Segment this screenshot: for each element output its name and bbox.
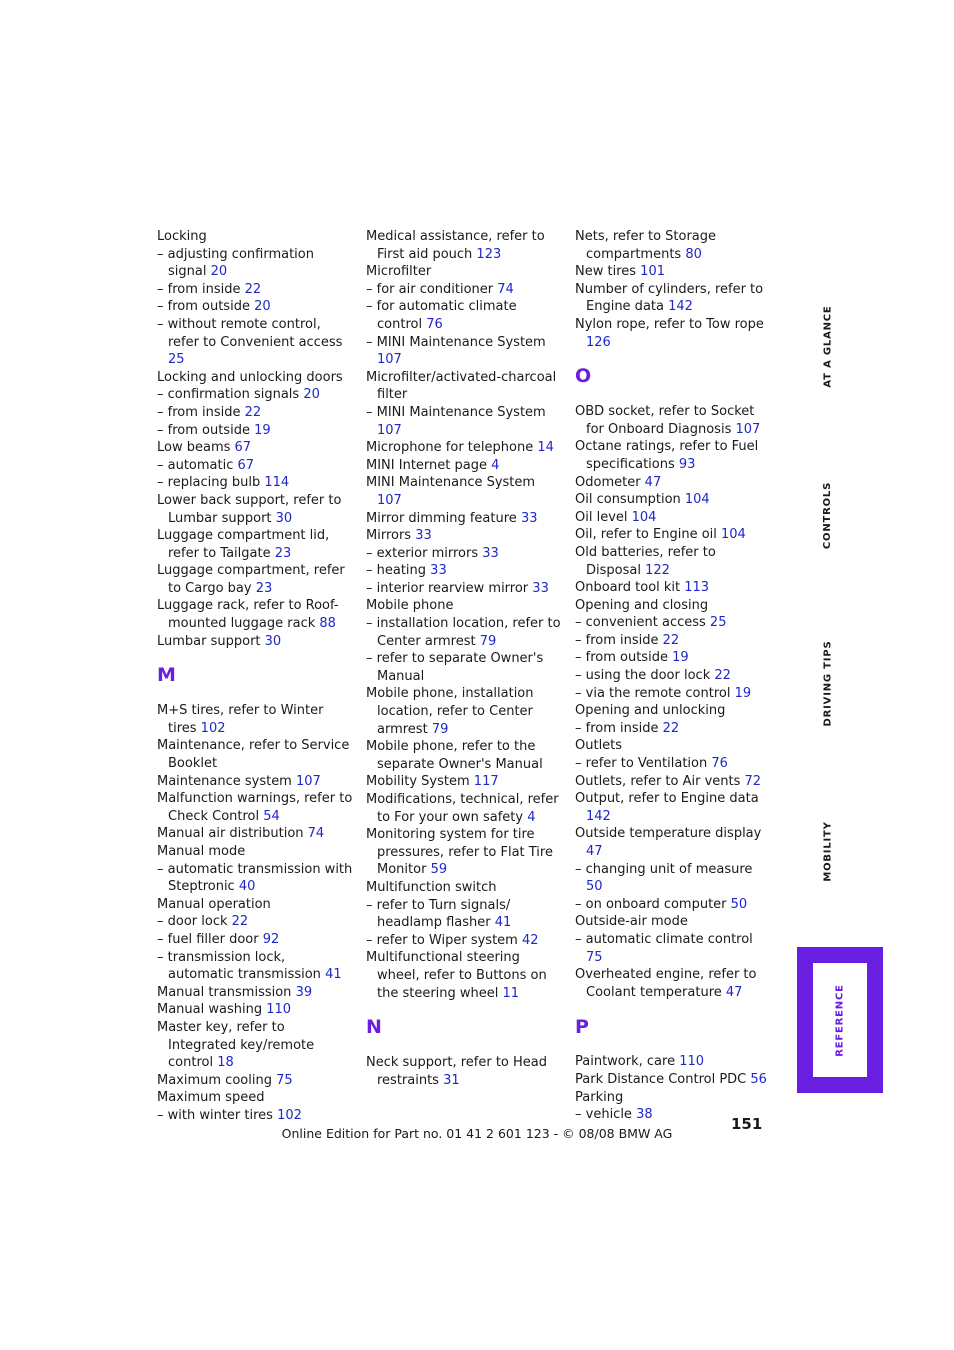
entry-text: Oil consumption [575, 492, 685, 508]
entry-text: Mobile phone, installation location, refer to Center armrest [366, 686, 534, 737]
page-link[interactable]: 107 [377, 492, 402, 508]
entry-text: – convenient access [575, 615, 710, 631]
index-entry [575, 1071, 771, 1089]
entry-text: Opening and unlocking [575, 703, 726, 719]
index-entry [157, 984, 353, 1002]
page-link[interactable]: 20 [303, 387, 320, 403]
page-link[interactable]: 123 [476, 246, 502, 262]
index-entry [575, 509, 771, 527]
page-link[interactable]: 33 [482, 545, 499, 561]
entry-text: – on onboard computer [575, 896, 731, 912]
index-subentry [157, 474, 353, 492]
index-subentry [366, 545, 562, 563]
index-subentry [366, 650, 562, 685]
tab-label: DRIVING TIPS [822, 640, 834, 726]
index-entry [157, 790, 353, 825]
entry-text: – fuel filler door [157, 931, 263, 947]
index-entry [157, 369, 353, 387]
tab-label: AT A GLANCE [822, 304, 834, 388]
page-link[interactable]: 107 [377, 422, 402, 438]
entry-text: Maximum speed [157, 1090, 265, 1106]
index-subentry [366, 562, 562, 580]
entry-text: Mirror dimming feature [366, 510, 521, 526]
page-link[interactable]: 113 [684, 580, 710, 596]
entry-text: Overheated engine, refer to Coolant temperature [575, 967, 757, 1000]
page-link[interactable]: 31 [443, 1072, 460, 1088]
entry-text: Paintwork, care [575, 1054, 680, 1070]
index-entry [157, 439, 353, 457]
index-subentry [157, 422, 353, 440]
entry-text: – installation location, refer to Center armrest [366, 616, 561, 649]
entry-text: Old batteries, refer to Disposal [575, 544, 716, 578]
footer-text: Online Edition for Part no. 01 41 2 601 123 - © 08/08 BMW AG [281, 1126, 673, 1141]
entry-text: Outlets [575, 738, 623, 754]
page-link[interactable]: 39 [295, 984, 313, 1000]
entry-text: M+S tires, refer to Winter tires [157, 703, 324, 736]
page-link[interactable]: 25 [709, 615, 727, 631]
section-letter-o: O [575, 365, 592, 388]
index-entry [575, 1089, 771, 1107]
page-link[interactable]: 76 [426, 316, 443, 332]
entry-text: Neck support, refer to Head restraints [366, 1055, 547, 1088]
entry-text: Lumbar support [157, 633, 265, 649]
page-link[interactable]: 33 [430, 563, 447, 579]
page-link[interactable]: 47 [644, 474, 662, 490]
index-column-2 [366, 228, 562, 1089]
page-link[interactable]: 75 [276, 1072, 293, 1088]
index-entry [366, 457, 562, 475]
entry-text: – replacing bulb [157, 475, 265, 491]
index-subentry [575, 755, 771, 773]
index-entry [157, 773, 353, 791]
index-entry [366, 791, 562, 826]
entry-text: Mobility System [366, 774, 474, 790]
index-subentry [366, 281, 562, 299]
entry-text: Microfilter/activated-charcoal filter [366, 369, 557, 403]
page-link[interactable]: 40 [238, 879, 256, 895]
page-link[interactable]: 47 [725, 984, 743, 1000]
page-link[interactable]: 23 [255, 580, 273, 596]
index-subentry [157, 457, 353, 475]
entry-text: Multifunction switch [366, 879, 497, 895]
entry-text: Microphone for telephone [366, 440, 538, 456]
index-entry [366, 1054, 562, 1089]
entry-text: Maintenance system [157, 773, 296, 789]
entry-text: Mobile phone, refer to the separate Owner's Manual [366, 739, 543, 772]
page-link[interactable]: 142 [586, 808, 611, 824]
entry-text: Monitoring system for tire pressures, refer to Flat Tire Monitor [366, 827, 553, 878]
index-entry [575, 773, 771, 791]
entry-text: Medical assistance, refer to First aid pouch [366, 229, 545, 262]
entry-text: Master key, refer to Integrated key/remote control [157, 1019, 315, 1071]
tab-reference-label: REFERENCE [834, 983, 846, 1057]
index-entry [575, 737, 771, 755]
index-entry [157, 737, 353, 772]
index-entry [157, 228, 353, 246]
page-link[interactable]: 117 [473, 774, 499, 790]
index-subentry [157, 316, 353, 369]
index-subentry [157, 298, 353, 316]
index-subentry [575, 667, 771, 685]
page-link[interactable]: 50 [586, 879, 603, 895]
page-link[interactable]: 93 [678, 456, 696, 472]
page-link[interactable]: 75 [586, 949, 603, 965]
entry-text: – with winter tires [157, 1107, 278, 1123]
page-link[interactable]: 33 [532, 580, 549, 596]
entry-text: MINI Internet page [366, 457, 492, 473]
page-link[interactable]: 74 [497, 281, 514, 297]
index-entry [157, 1019, 353, 1072]
entry-text: – for automatic climate control [366, 299, 517, 332]
entry-text: Outlets, refer to Air vents [575, 773, 745, 789]
entry-text: Opening and closing [575, 597, 709, 613]
index-subentry [366, 897, 562, 932]
page-link[interactable]: 23 [274, 545, 292, 561]
page-number: 151 [731, 1115, 763, 1133]
page-link[interactable]: 33 [520, 510, 538, 526]
entry-text: Manual operation [157, 896, 271, 912]
index-entry [575, 702, 771, 720]
tab-reference-active[interactable] [797, 947, 883, 1093]
index-entry [575, 438, 771, 473]
page-link[interactable]: 30 [264, 633, 282, 649]
tab-driving-tips[interactable] [808, 633, 848, 733]
page-link[interactable]: 101 [640, 264, 665, 280]
index-entry [157, 633, 353, 651]
entry-text: – from outside [157, 299, 255, 315]
page-link[interactable]: 22 [231, 914, 249, 930]
page-link[interactable]: 4 [491, 457, 500, 473]
tab-label: MOBILITY [822, 820, 834, 882]
page-link[interactable]: 67 [237, 457, 255, 473]
page-link[interactable]: 74 [307, 826, 325, 842]
index-subentry [575, 632, 771, 650]
index-entry [575, 913, 771, 931]
entry-text: Output, refer to Engine data [575, 791, 759, 807]
index-subentry [157, 861, 353, 896]
page-link[interactable]: 110 [679, 1054, 705, 1070]
entry-text: Multifunctional steering wheel, refer to Buttons on the steering wheel [366, 950, 547, 1001]
entry-text: Nets, refer to Storage compartments [575, 229, 717, 262]
entry-text: Manual transmission [157, 984, 296, 1000]
page-link[interactable]: 114 [264, 475, 290, 491]
tab-at-a-glance[interactable] [808, 296, 848, 396]
index-entry [575, 491, 771, 509]
index-entry [575, 966, 771, 1001]
section-letter-n: N [366, 1016, 382, 1039]
index-subentry [157, 281, 353, 299]
tab-mobility[interactable] [808, 801, 848, 901]
index-entry [157, 562, 353, 597]
page-link[interactable]: 33 [415, 528, 432, 544]
entry-text: – adjusting confirmation signal [157, 246, 314, 280]
index-entry [157, 896, 353, 914]
index-entry [157, 492, 353, 527]
index-entry [575, 1053, 771, 1071]
index-subentry [366, 932, 562, 950]
index-entry [366, 949, 562, 1002]
page-link[interactable]: 30 [275, 510, 293, 526]
entry-text: – from inside [157, 404, 245, 420]
index-subentry [366, 580, 562, 598]
page-link[interactable]: 11 [502, 985, 520, 1001]
page-link[interactable]: 41 [494, 915, 512, 931]
tab-controls[interactable] [808, 465, 848, 565]
entry-text: – from outside [157, 422, 255, 438]
entry-text: – from inside [575, 632, 663, 648]
index-entry [157, 843, 353, 861]
index-entry [366, 228, 562, 263]
entry-text: Oil level [575, 509, 632, 525]
index-subentry [157, 404, 353, 422]
entry-text: Maximum cooling [157, 1072, 277, 1088]
entry-text: – refer to Turn signals/ headlamp flasher [366, 897, 511, 931]
entry-text: Locking [157, 229, 207, 244]
entry-text: Luggage compartment lid, refer to Tailgate [157, 528, 330, 561]
index-column-1 [157, 228, 353, 1125]
index-entry [575, 263, 771, 281]
page-link[interactable]: 22 [662, 632, 680, 648]
page-link[interactable]: 110 [266, 1002, 292, 1018]
entry-text: – refer to Ventilation [575, 756, 712, 772]
page-link[interactable]: 4 [527, 809, 536, 825]
index-entry [575, 281, 771, 316]
entry-text: – automatic climate control [575, 931, 753, 947]
index-entry [157, 1089, 353, 1107]
index-entry [575, 597, 771, 615]
entry-text: – MINI Maintenance System [366, 404, 546, 420]
entry-text: Nylon rope, refer to Tow rope [575, 316, 764, 332]
entry-text: Mobile phone [366, 598, 454, 614]
entry-text: Microfilter [366, 264, 432, 280]
page-link[interactable]: 59 [430, 862, 448, 878]
index-subentry [366, 298, 562, 333]
entry-text: Park Distance Control PDC [575, 1071, 751, 1087]
index-entry [575, 526, 771, 544]
page-link[interactable]: 122 [645, 562, 670, 578]
index-entry [366, 439, 562, 457]
entry-text: – without remote control, refer to Convenient access [157, 316, 343, 350]
index-entry [575, 790, 771, 825]
index-entry [366, 474, 562, 509]
page-link[interactable]: 19 [672, 650, 689, 666]
entry-text: – door lock [157, 914, 232, 930]
page-link[interactable]: 22 [244, 281, 262, 297]
page-link[interactable]: 22 [662, 720, 680, 736]
index-entry [366, 826, 562, 879]
entry-text: – via the remote control [575, 685, 735, 701]
entry-text: Lower back support, refer to Lumbar support [157, 492, 342, 526]
page-link[interactable]: 107 [295, 773, 321, 789]
entry-text: Outside temperature display [575, 826, 762, 842]
index-entry [366, 879, 562, 897]
index-subentry [157, 949, 353, 984]
page-link[interactable]: 104 [721, 527, 746, 543]
section-letter-m: M [157, 664, 176, 687]
page-link[interactable]: 20 [210, 264, 228, 280]
index-subentry [575, 685, 771, 703]
page-link[interactable]: 25 [168, 352, 185, 368]
index-subentry [575, 614, 771, 632]
index-subentry [157, 1107, 353, 1125]
entry-text: Manual air distribution [157, 826, 308, 842]
page-link[interactable]: 19 [734, 685, 752, 701]
page-link[interactable]: 54 [263, 808, 280, 824]
index-entry [366, 597, 562, 615]
page-link[interactable]: 126 [586, 334, 611, 350]
index-column-3 [575, 228, 771, 1124]
index-subentry [575, 896, 771, 914]
entry-text: Luggage compartment, refer to Cargo bay [157, 563, 345, 596]
index-entry [575, 474, 771, 492]
index-entry [366, 263, 562, 281]
tab-label: CONTROLS [822, 481, 834, 549]
entry-text: – from outside [575, 650, 673, 666]
index-entry [575, 579, 771, 597]
page-link[interactable]: 79 [479, 633, 497, 649]
index-entry [366, 510, 562, 528]
entry-text: Onboard tool kit [575, 580, 685, 596]
page-link[interactable]: 102 [277, 1107, 302, 1123]
index-subentry [157, 913, 353, 931]
page-link[interactable]: 142 [668, 299, 693, 315]
index-subentry [157, 386, 353, 404]
entry-text: Oil, refer to Engine oil [575, 527, 722, 543]
entry-text: – interior rearview mirror [366, 580, 533, 596]
page-link[interactable]: 50 [730, 896, 748, 912]
page-link[interactable]: 18 [217, 1055, 234, 1071]
index-entry [157, 1001, 353, 1019]
page-link[interactable]: 56 [750, 1071, 767, 1087]
page-link[interactable]: 72 [744, 773, 762, 789]
entry-text: Low beams [157, 440, 235, 456]
index-entry [366, 773, 562, 791]
entry-text: – transmission lock, automatic transmission [157, 949, 326, 983]
entry-text: – for air conditioner [366, 281, 498, 297]
entry-text: – heating [366, 563, 431, 579]
page-link[interactable]: 67 [234, 440, 252, 456]
entry-text: – changing unit of measure [575, 861, 753, 877]
index-entry [157, 1072, 353, 1090]
entry-text: MINI Maintenance System [366, 475, 536, 491]
page-link[interactable]: 88 [319, 616, 336, 632]
entry-text: Octane ratings, refer to Fuel specifications [575, 439, 759, 472]
entry-text: Outside-air mode [575, 914, 688, 930]
page-link[interactable]: 102 [200, 720, 226, 736]
page-link[interactable]: 104 [631, 509, 657, 525]
index-subentry [575, 931, 771, 966]
entry-text: – confirmation signals [157, 387, 304, 403]
entry-text: Maintenance, refer to Service Booklet [157, 738, 350, 772]
entry-text: Odometer [575, 474, 645, 490]
page-link[interactable]: 41 [325, 967, 342, 983]
entry-text: – automatic transmission with Steptronic [157, 861, 353, 895]
index-entry [575, 403, 771, 438]
index-subentry [575, 720, 771, 738]
entry-text: – refer to separate Owner's Manual [366, 651, 544, 684]
index-subentry [575, 861, 771, 896]
entry-text: – exterior mirrors [366, 545, 483, 561]
index-entry [575, 316, 771, 351]
page-link[interactable]: 80 [685, 246, 702, 262]
page-link[interactable]: 104 [684, 492, 710, 508]
index-subentry [366, 404, 562, 439]
entry-text: – refer to Wiper system [366, 932, 522, 948]
page-link[interactable]: 38 [636, 1107, 653, 1123]
page-link[interactable]: 107 [377, 352, 402, 368]
index-subentry [366, 334, 562, 369]
index-entry [575, 825, 771, 860]
page-link[interactable]: 107 [735, 421, 761, 437]
page-link[interactable]: 76 [711, 756, 728, 772]
page-link[interactable]: 42 [521, 932, 539, 948]
index-entry [575, 228, 771, 263]
index-subentry [157, 246, 353, 281]
index-subentry [366, 615, 562, 650]
index-subentry [157, 931, 353, 949]
section-letter-p: P [575, 1015, 589, 1038]
page-link[interactable]: 20 [254, 299, 271, 315]
page-link[interactable]: 19 [254, 422, 271, 438]
entry-text: – using the door lock [575, 668, 715, 684]
index-entry [157, 702, 353, 737]
index-entry [157, 825, 353, 843]
index-entry [575, 544, 771, 579]
entry-text: – from inside [575, 720, 663, 736]
entry-text: Manual mode [157, 844, 246, 859]
index-entry [366, 738, 562, 773]
entry-text: – automatic [157, 457, 238, 473]
entry-text: Manual washing [157, 1002, 267, 1018]
entry-text: – vehicle [575, 1107, 637, 1123]
index-entry [366, 369, 562, 404]
page-link[interactable]: 79 [431, 721, 449, 737]
page-link[interactable]: 22 [244, 404, 262, 420]
entry-text: Number of cylinders, refer to Engine data [575, 281, 764, 315]
index-entry [157, 527, 353, 562]
page-link[interactable]: 14 [537, 440, 554, 456]
index-entry [366, 527, 562, 545]
index-entry [366, 685, 562, 738]
entry-text: Luggage rack, refer to Roof-mounted luggage rack [157, 598, 339, 632]
index-entry [157, 597, 353, 632]
entry-text: Mirrors [366, 528, 416, 544]
entry-text: New tires [575, 264, 641, 280]
entry-text: – MINI Maintenance System [366, 334, 546, 350]
page-link[interactable]: 47 [586, 844, 603, 859]
entry-text: Modifications, technical, refer to For your own safety [366, 792, 559, 825]
page-link[interactable]: 22 [714, 668, 731, 684]
entry-text: OBD socket, refer to Socket for Onboard Diagnosis [575, 404, 755, 437]
entry-text: Parking [575, 1089, 624, 1105]
entry-text: – from inside [157, 281, 245, 297]
entry-text: Locking and unlocking doors [157, 369, 343, 385]
page-link[interactable]: 92 [262, 931, 280, 947]
entry-text: Malfunction warnings, refer to Check Control [157, 791, 353, 824]
index-subentry [575, 649, 771, 667]
